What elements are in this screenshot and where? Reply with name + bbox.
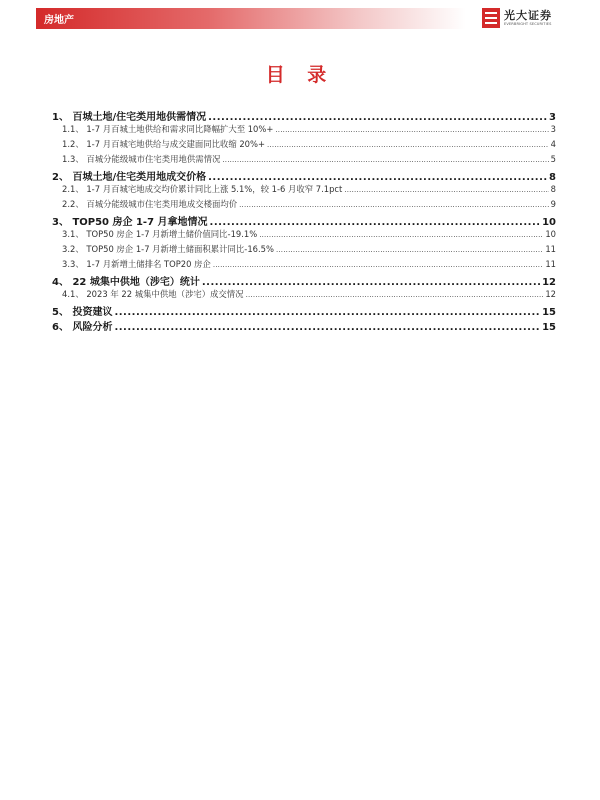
page-title: 目 录 [265, 64, 335, 86]
toc-dot-leader [210, 217, 541, 228]
toc-section-entry[interactable] [52, 303, 556, 318]
toc-dot-leader [208, 172, 547, 183]
toc-entry-title: 3.2、 TOP50 房企 1-7 月新增土储面积累计同比-16.5% [62, 244, 274, 254]
toc-entry-title: 4、 22 城集中供地（涉宅）统计 [52, 277, 200, 288]
toc-page-number: 15 [542, 322, 556, 333]
toc-dot-leader [239, 201, 549, 209]
toc-dot-leader [208, 112, 547, 123]
toc-section-entry[interactable] [52, 318, 556, 333]
toc-subsection-entry[interactable] [52, 123, 556, 138]
header-category: 房地产 [44, 15, 74, 26]
toc-section-entry[interactable] [52, 273, 556, 288]
toc-page-number: 15 [542, 307, 556, 318]
toc-page-number: 10 [545, 229, 556, 239]
brand-name-en: EVERBRIGHT SECURITIES [504, 22, 552, 26]
toc-dot-leader [275, 126, 548, 134]
toc-dot-leader [246, 291, 544, 299]
toc-entry-title: 2.2、 百城分能级城市住宅类用地成交楼面均价 [62, 199, 238, 209]
toc-page-number: 5 [550, 154, 556, 164]
table-of-contents [52, 108, 556, 333]
brand-name-cn: 光大证券 [504, 9, 552, 22]
toc-entry-title: 6、 风险分析 [52, 322, 113, 333]
toc-dot-leader [213, 261, 544, 269]
toc-dot-leader [259, 231, 543, 239]
toc-subsection-entry[interactable] [52, 288, 556, 303]
toc-dot-leader [222, 156, 548, 164]
toc-subsection-entry[interactable] [52, 243, 556, 258]
toc-subsection-entry[interactable] [52, 228, 556, 243]
toc-entry-title: 1.3、 百城分能级城市住宅类用地供需情况 [62, 154, 221, 164]
toc-entry-title: 2、 百城土地/住宅类用地成交价格 [52, 172, 207, 183]
toc-dot-leader [344, 186, 548, 194]
header-category-band [36, 8, 466, 29]
toc-section-entry[interactable] [52, 108, 556, 123]
toc-subsection-entry[interactable] [52, 198, 556, 213]
toc-subsection-entry[interactable] [52, 153, 556, 168]
toc-subsection-entry[interactable] [52, 258, 556, 273]
toc-page-number: 8 [550, 184, 556, 194]
toc-page-number: 9 [550, 199, 556, 209]
toc-dot-leader [267, 141, 549, 149]
toc-entry-title: 1.2、 1-7 月百城宅地供给与成交建面同比收缩 20%+ [62, 139, 265, 149]
toc-page-number: 8 [549, 172, 556, 183]
toc-entry-title: 4.1、 2023 年 22 城集中供地（涉宅）成交情况 [62, 289, 244, 299]
brand-logo-icon [482, 8, 500, 28]
toc-entry-title: 1.1、 1-7 月百城土地供给和需求同比降幅扩大至 10%+ [62, 124, 274, 134]
toc-entry-title: 3.1、 TOP50 房企 1-7 月新增土储价值同比-19.1% [62, 229, 258, 239]
toc-page-number: 3 [549, 112, 556, 123]
toc-dot-leader [114, 322, 540, 333]
toc-dot-leader [114, 307, 540, 318]
toc-dot-leader [202, 277, 540, 288]
toc-section-entry[interactable] [52, 168, 556, 183]
toc-entry-title: 5、 投资建议 [52, 307, 113, 318]
toc-entry-title: 1、 百城土地/住宅类用地供需情况 [52, 112, 207, 123]
toc-entry-title: 3.3、 1-7 月新增土储排名 TOP20 房企 [62, 259, 211, 269]
toc-page-number: 10 [542, 217, 556, 228]
toc-entry-title: 2.1、 1-7 月百城宅地成交均价累计同比上涨 5.1%，较 1-6 月收窄 7.1pct [62, 184, 343, 194]
toc-dot-leader [276, 246, 543, 254]
toc-page-number: 3 [550, 124, 556, 134]
toc-subsection-entry[interactable] [52, 138, 556, 153]
toc-page-number: 11 [545, 244, 556, 254]
brand-logo [482, 6, 582, 32]
toc-section-entry[interactable] [52, 213, 556, 228]
toc-subsection-entry[interactable] [52, 183, 556, 198]
toc-page-number: 12 [542, 277, 556, 288]
toc-page-number: 12 [545, 289, 556, 299]
toc-entry-title: 3、 TOP50 房企 1-7 月拿地情况 [52, 217, 208, 228]
toc-page-number: 11 [545, 259, 556, 269]
toc-page-number: 4 [550, 139, 556, 149]
